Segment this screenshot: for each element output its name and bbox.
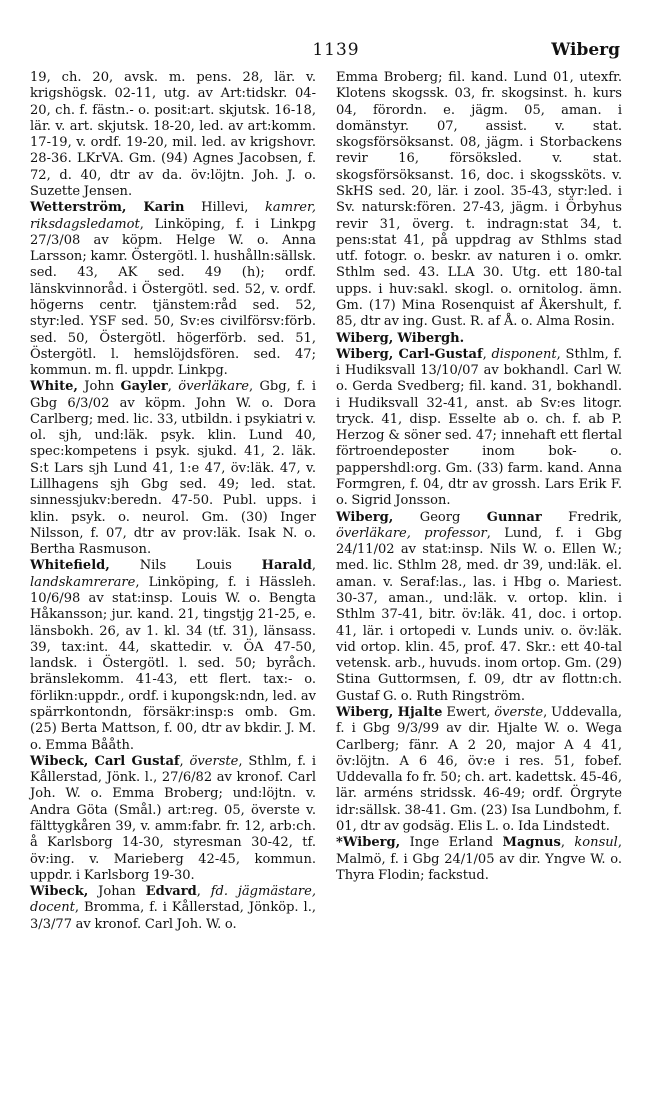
entry-name: Wibeck, Carl Gustaf [30,753,180,769]
entry-name: Wiberg, Carl-Gustaf [336,346,483,362]
entry-title: fd. jägmästare, docent [30,884,317,916]
entry-text: Emma Broberg; fil. kand. Lund 01, utexfr. Klotens skogssk. 03, fr. skogsinst. h. kurs 04, förordn. e. jägm. 05, aman. i domänstyr. 07, assist. v. stat. skogsförsöksanst. 08, jägm. i Storbackens revir 16, försöksled. v. stat. skogsförsöksanst. 16, doc. i skogssköts. v. SkHS sed. 20, lär. i zool. 35-43, styr:led. i Sv. natursk:fören. 27-43, jägm. i Örbyhus revir 31, överg. t. indragn:stat 34, t. pens:stat 41, på uppdrag av Sthlms stad utf. fotogr. o. beskr. av naturen i o. omkr. Sthlm sed. 43. LLA 30. Utg. ett 180-tal upps. i huv:sakl. skogl. o. ornitolog. ämn. Gm. (17) Mina Rosenquist af Åkershult, f. 85, dtr av ing. Gust. R. af Å. o. Alma Rosin. [336,70,622,330]
biography-entry [336,705,622,835]
entry-name: Gunnar [486,509,542,525]
biography-entry [30,558,316,753]
entry-text: , [179,753,190,769]
entry-text: , [482,346,492,362]
page-number: 1139 [312,40,360,60]
entry-text: 19, ch. 20, avsk. m. pens. 28, lär. v. krigshögsk. 02-11, utg. av Art:tidskr. 04-20, ch. f. fästn.- o. posit:art. skjutsk. 16-18, lär. v. art. skjutsk. 18-20, led. av art:komm. 17-19, v. ordf. 19-20, mil. led. av krigshovr. 28-36. LKrVA. Gm. (94) Agnes Jacobsen, f. 72, d. 40, dtr av da. öv:löjtn. Joh. J. o. Suzette Jensen. [30,70,316,199]
entry-text: , [167,379,179,395]
entry-text: Fredrik, [541,509,622,525]
biography-entry [30,70,316,200]
entry-text: Nils Louis [109,558,262,574]
entry-title: överläkare, professor [336,525,487,541]
entry-text: , Linköping, f. i Hässleh. 10/6/98 av stat:insp. Louis W. o. Bengta Håkansson; jur. kand. 21, tingstjg 21-25, e. länsbokh. 26, av 1. kl. 34 (tf. 31), länsass. 39, tax:int. 44, skattedir. v. ÖA 47-50, landsk. i Östergötl. l. sed. 50; byråch. bränslekomm. 41-43, ett flert. tax:- o. förlikn:uppdr., ordf. i kupongsk:ndn, led. av spärrkontondn, försäkr:insp:s omb. Gm. (25) Berta Mattson, f. 00, dtr av bkdir. J. M. o. Emma Bååth. [30,574,316,753]
entry-text: , Malmö, f. i Gbg 24/1/05 av dir. Yngve W. o. Thyra Flodin; fackstud. [336,835,622,883]
entry-text: Johan [88,884,146,900]
entry-text: Georg [393,509,487,525]
entry-name: Wiberg, Wibergh. [336,330,465,346]
entry-title: överste [189,753,239,769]
left-column [30,70,316,933]
entry-name: Harald [261,558,312,574]
biography-entry [336,835,622,884]
entry-text: Ewert, [442,704,495,720]
entry-title: konsul [574,835,618,851]
biography-entry [336,510,622,705]
entry-text: , Lund, f. i Gbg 24/11/02 av stat:insp. Nils W. o. Ellen W.; med. lic. Sthlm 28, med. dr 39, und:läk. el. aman. v. Seraf:las., las. i Hbg o. Mariest. 30-37, aman., und:läk. v. ortop. klin. i Sthlm 37-41, bitr. öv:läk. 41, doc. i ortop. 41, lär. i ortopedi v. Lunds univ. o. öv:läk. vid ortop. klin. 45, prof. 47. Skr.: ett 40-tal vetensk. arb., huvuds. inom ortop. Gm. (29) Stina Guttormsen, f. 09, dtr av flottn:ch. Gustaf G. o. Ruth Ringström. [336,525,622,704]
entry-text: , [196,884,211,900]
entry-name: Wetterström, Karin [30,200,185,216]
entry-name: *Wiberg, [336,835,401,851]
biography-entry [336,70,622,331]
entry-text: , Bromma, f. i Kållerstad, Jönköp. l., 3/3/77 av kronof. Carl Joh. W. o. [30,900,316,932]
entry-text: , Sthlm, f. i Hudiksvall 13/10/07 av bokhandl. Carl W. o. Gerda Svedberg; fil. kand. 31, bokhandl. i Hudiksvall 32-41, anst. ab Sv:es litogr. tryck. 41, disp. Esselte ab o. ch. f. ab P. Herzog & söner sed. 47; innehaft ett flertal förtroendeposter inom bok- o. pappershdl:org. Gm. (33) farm. kand. Anna Formgren, f. 04, dtr av grossh. Lars Erik F. o. Sigrid Jonsson. [336,346,622,509]
entry-text: , [311,558,316,574]
entry-title: disponent [491,346,557,362]
entry-title: landskamrerare [30,574,136,590]
entry-name: Edvard [145,884,197,900]
entry-text: , Linköping, f. i Linkpg 27/3/08 av köpm. Helge W. o. Anna Larsson; kamr. Östergötl. l. hushålln:sällsk. sed. 43, AK sed. 49 (h); ordf. länskvinnoråd. i Östergötl. sed. 52, v. ordf. högerns centr. tjänstem:råd sed. 52, styr:led. YSF sed. 50, Sv:es civilförsv:förb. sed. 50, Östergötl. högerförb. sed. 51, Östergötl. l. hemslöjdsfören. sed. 47; kommun. m. fl. uppdr. Linkpg. [30,216,316,379]
entry-text: , Gbg, f. i Gbg 6/3/02 av köpm. John W. o. Dora Carlberg; med. lic. 33, utbildn. i psykiatri v. ol. sjh, und:läk. psyk. klin. Lund 40, spec:kompetens i psyk. sjukd. 41, 2. läk. S:t Lars sjh Lund 41, 1:e 47, öv:läk. 47, v. Lillhagens sjh Gbg sed. 49; led. stat. sinnessjukv:beredn. 47-50. Publ. upps. i klin. psyk. o. neurol. Gm. (30) Inger Nilsson, f. 07, dtr av prov:läk. Isak N. o. Bertha Rasmuson. [30,379,317,558]
running-head: Wiberg [551,40,620,60]
entry-text: Inge Erland [400,835,503,851]
entry-text: , Uddevalla, f. i Gbg 9/3/99 av dir. Hjalte W. o. Wega Carlberg; fänr. A 2 20, major A 4 41, öv:löjtn. A 6 46, öv:e i res. 51, fobef. Uddevalla fo fr. 50; ch. art. kadettsk. 45-46, lär. arméns stridssk. 46-49; ordf. Örgryte idr:sällsk. 38-41. Gm. (23) Isa Lundbohm, f. 01, dtr av godsäg. Elis L. o. Ida Lindstedt. [336,704,622,834]
entry-text: Hillevi, [184,200,266,216]
entry-name: Magnus [502,835,561,851]
entry-title: överste [494,704,544,720]
entry-name: White, [30,379,78,395]
entry-name: Gayler [120,379,168,395]
entry-name: Whitefield, [30,558,110,574]
biography-entry [336,331,622,347]
biography-entry [30,200,316,379]
entry-name: Wiberg, [336,509,394,525]
entry-text: , Sthlm, f. i Kållerstad, Jönk. l., 27/6/82 av kronof. Carl Joh. W. o. Emma Broberg; und:löjtn. v. Andra Göta (Smål.) art:reg. 05, överste v. fälttygkåren 39, v. amm:fabr. fr. 12, arb:ch. å Karlsborg 14-30, styresman 30-42, tf. öv:ing. v. Marieberg 42-45, kommun. uppdr. i Karlsborg 19-30. [30,753,316,883]
biography-entry [336,347,622,510]
biography-entry [30,884,316,933]
entry-title: överläkare [178,379,250,395]
biography-entry [30,754,316,884]
entry-text: John [77,379,121,395]
right-column [336,70,622,884]
page-header [0,40,672,64]
entry-name: Wibeck, [30,884,89,900]
biography-entry [30,379,316,558]
entry-name: Wiberg, Hjalte [336,704,443,720]
entry-title: kamrer, riksdagsledamot [30,200,316,232]
entry-text: , [560,835,575,851]
